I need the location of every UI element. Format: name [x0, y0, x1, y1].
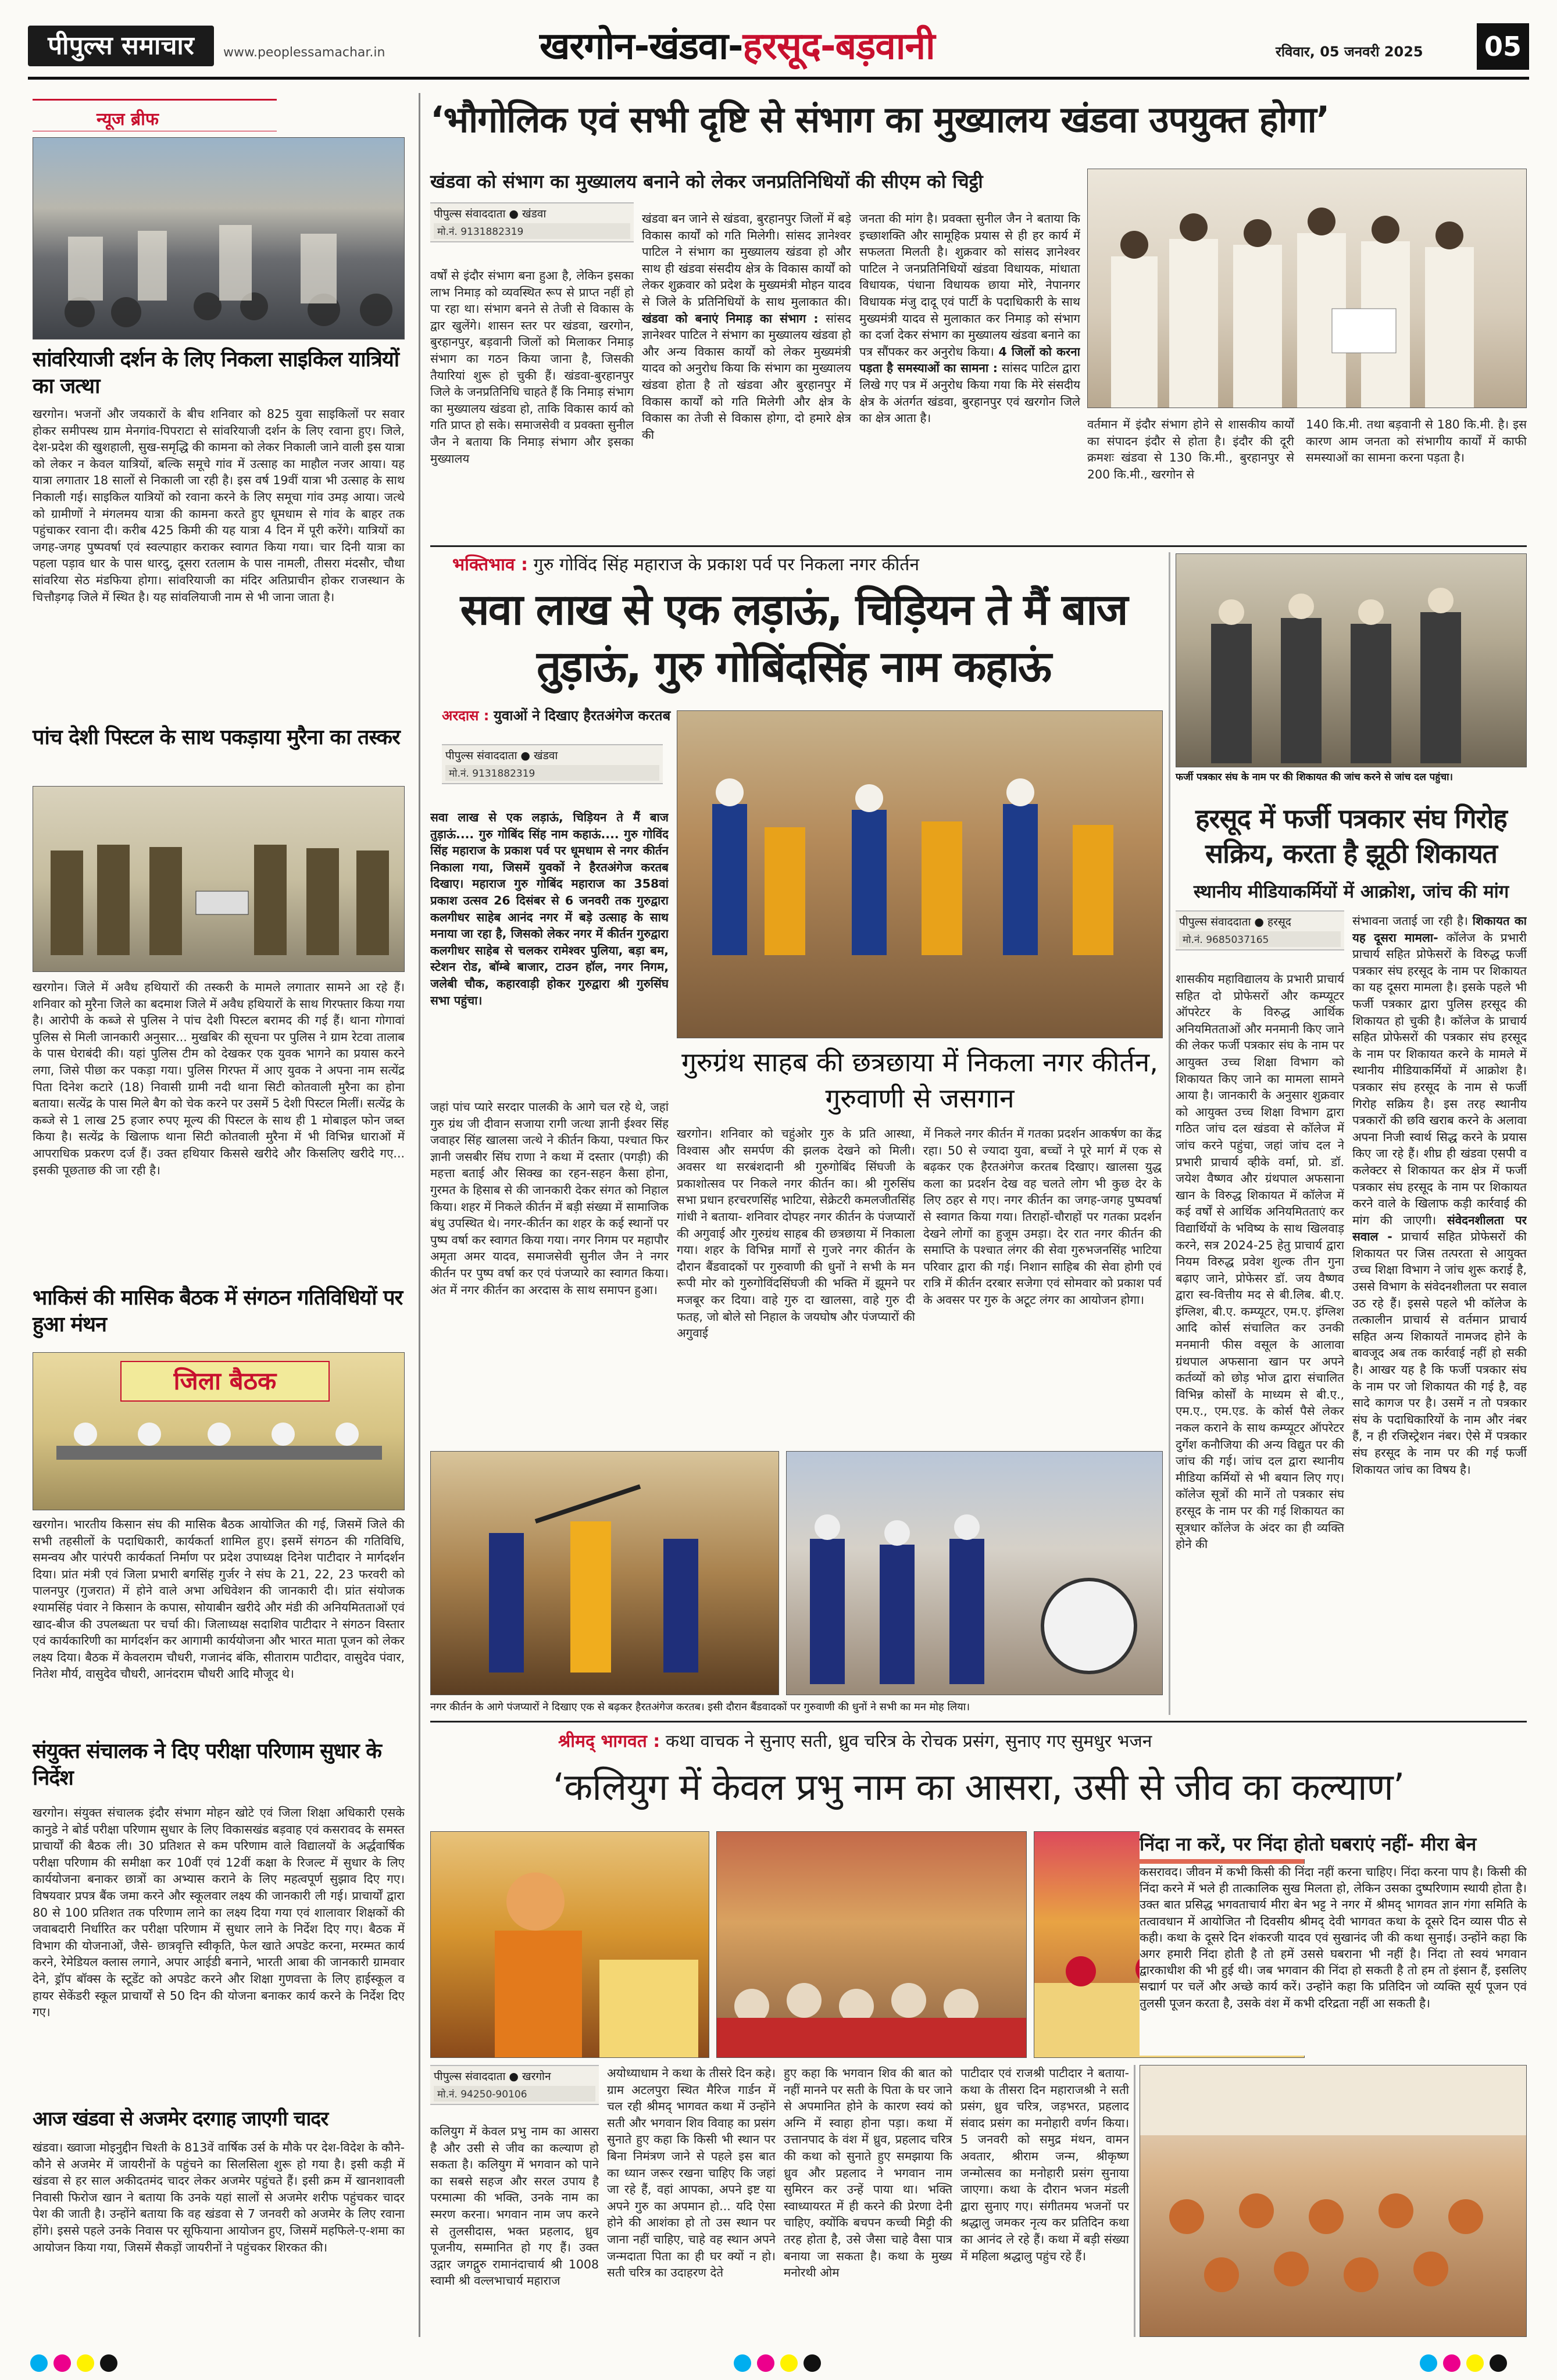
bhagwat-col1: कलियुग में केवल प्रभु नाम का आसरा है और उसी से जीव का कल्याण हो सकता है। कलियुग में भगवान को पाने का सबसे सहज और सरल उपाय है परमात्मा की भक्ति, उनके नाम का स्मरण करना। भगवान नाम जप करने से तुलसीदास, भक्त प्रहलाद, ध्रुव पूजनीय, सम्मानित हो गए हैं। उक्त उद्गार जगद्गुरु रामानंदाचार्य श्री 1008 स्वामी श्री वल्लभाचार्य महाराज: [430, 2124, 599, 2288]
meeting-banner-text: जिला बैठक: [173, 1367, 277, 1395]
delegation-illustration: [1088, 169, 1527, 408]
bhagwat-byline-place: खरगोन: [522, 2070, 551, 2083]
kirtan-kicker-label: भक्तिभाव :: [452, 555, 528, 575]
cm-meeting-photo: [1087, 169, 1527, 408]
lead-col3-subhead: 4 जिलों को करना पड़ता है समस्याओं का सामना :: [859, 344, 1080, 376]
color-dots-center-icon: [733, 2353, 872, 2373]
lead-mobile: मो.नं. 9131882319: [434, 223, 630, 239]
lead-byline: पीपुल्स संवाददाता ● खंडवा मो.नं. 9131882319: [430, 202, 634, 242]
katha-photo-1: [430, 1831, 709, 2058]
issue-date: रविवार, 05 जनवरी 2025: [1276, 44, 1423, 60]
bhagwat-col2: अयोध्याधाम ने कथा के तीसरे दिन कहे। ग्राम अटलपुरा स्थित मैरिज गार्डन में चल रही श्रीमद् भागवत कथा में उन्होंने सती और भगवान शिव विवाह का प्रसंग सुनाते हुए कहा कि किसी भी स्थान पर बिना निमंत्रण जाने से पहले इस बात का ध्यान जरूर रखना चाहिए कि जहां जा रहे हैं, वहां आपका, अपने इष्ट या अपने गुरु का अपमान हो... यदि ऐसा होने की आशंका हो तो उस स्थान पर जाना नहीं चाहिए, चाहे वह स्थान अपने जन्मदाता पिता का ही घर क्यों न हो। सती चरित्र का उदाहरण देते: [607, 2066, 776, 2280]
police-group-illustration: [33, 787, 405, 972]
bhagwat-col4: पाटीदार एवं राजश्री पाटीदार ने बताया- कथा के तीसरा दिन महाराजश्री ने सती प्रसंग, ध्रुव चरित्र, जड़भरत, प्रहलाद संवाद प्रसंग का मनोहारी वर्णन किया। 5 जनवरी को समुद्र मंथन, वामन अवतार, श्रीराम जन्म, श्रीकृष्ण जन्मोत्सव का मनोहारी प्रसंग सुनाया जाएगा। कथा के दौरान भजन मंडली द्वारा सुनाए गए। संगीतमय भजनों पर श्रद्धालु जमकर नृत्य कर प्रतिदिन कथा का आनंद ले रहे हैं। कथा में बड़ी संख्या में महिला श्रद्धालु पहुंच रहे हैं।: [960, 2066, 1129, 2263]
kirtan-col3: में निकले नगर कीर्तन में गतका प्रदर्शन आकर्षण का केंद्र रहा। 50 से ज्यादा युवा, बच्चों ने पूरे मार्ग में एक से बढ़कर एक हैरतअंगेज करतब दिखाए। खालसा युद्ध कला का प्रदर्शन देख वह चलते लोग भी कुछ देर के लिए ठहर से गए। नगर कीर्तन का जगह-जगह पुष्पवर्षा से स्वागत किया गया। तिराहों-चौराहों पर गतका प्रदर्शन देखने लोगों का हुजूम उमड़ा। देर रात नगर कीर्तन की समाप्ति के पश्चात लंगर की सेवा गुरुभजनसिंह भाटिया परिवार द्वारा की गई। निशान साहिब की सेवा होगी एवं रात्रि में कीर्तन दरबार सजेगा एवं सोमवार को प्रकाश पर्व के अवसर पर गुरु के अटूट लंगर का आयोजन होगा।: [923, 1127, 1162, 1307]
kirtan-byline-text: पीपुल्स संवाददाता: [445, 749, 517, 762]
brand-name: पीपुल्स समाचार: [48, 31, 194, 60]
registration-marks-center: [733, 2353, 872, 2373]
harsud-col2a: संभावना जताई जा रही है।: [1352, 914, 1468, 928]
lead-bottom-rule: [430, 545, 1527, 547]
kirtan-right-divider: [1169, 552, 1170, 1715]
lead-subhead: खंडवा को संभाग का मुख्यालय बनाने को लेकर जनप्रतिनिधियों की सीएम को चिट्ठी: [430, 170, 983, 192]
cycle-rally-photo: [33, 137, 405, 340]
harsud-col2b: कॉलेज के प्रभारी प्राचार्य सहित प्रोफेसरों के विरुद्ध फर्जी पत्रकार संघ हरसूद के नाम पर शिकायत का यह दूसरा मामला है। इसके पहले भी फर्जी पत्रकार द्वारा पुलिस हरसूद की शिकायत हो चुकी है। कॉलेज के प्राचार्य सहित प्रोफेसरों की पत्रकार संघ हरसूद के नाम पर शिकायत करने के मामले में स्थानीय मीडियाकर्मियों में आक्रोश है। पत्रकार संघ हरसूद के नाम से फर्जी गिरोह सक्रिय है। इस तरह स्थानीय पत्रकारों की छवि खराब करने के अलावा अपना निजी स्वार्थ सिद्ध करने के प्रयास किए जा रहे हैं। शीघ्र ही खंडवा एसपी व कलेक्टर से शिकायत कर क्षेत्र में फर्जी पत्रकार संघ हरसूद के नाम पर शिकायत करने वाले के खिलाफ कड़ी कार्रवाई की मांग की जाएगी।: [1352, 930, 1527, 1227]
bhagwat-top-rule: [430, 1721, 1527, 1723]
masthead-rule: [28, 77, 1529, 80]
bhagwat-byline-text: पीपुल्स संवाददाता: [434, 2070, 506, 2083]
kirtan-byline: पीपुल्स संवाददाता ● खंडवा मो.नं. 9131882319: [442, 744, 663, 784]
lead-col2b: सांसद ज्ञानेश्वर पाटिल ने संभाग का मुख्यालय खंडवा हो और अन्य विकास कार्यों को लेकर मुख्यमंत्री यादव को अनुरोध किया कि संभाग का मुख्यालय खंडवा होता है तो खंडवा और बुरहानपुर में विकास कार्यों को गति मिलेगी और क्षेत्र के विकास का तेजी से विकास होगा, दो हमारे क्षेत्र की: [642, 311, 851, 442]
kirtan-col1b: जहां पांच प्यारे सरदार पालकी के आगे चल रहे थे, जहां गुरु ग्रंथ जी दीवान सजाया रागी जत्था ज्ञानी ईश्वर सिंह जवाहर सिंह खालसा जत्थे ने कीर्तन किया, पश्चात फिर ज्ञानी जसबीर सिंघ राणा ने कथा में दस्तार (पगड़ी) की महत्ता बताई और सिक्ख का रहन-सहन कैसा होना, गुरमत के हिसाब से की जानकारी देकर संगत को निहाल किया। शहर में निकले कीर्तन में बड़ी संख्या में सामाजिक बंधु उपस्थित थे। नगर-कीर्तन का शहर के कई स्थानों पर पुष्प वर्षा कर स्वागत किया गया। नगर निगम पर महापौर अमृता अमर यादव, समाजसेवी सुनील जैन ने नगर कीर्तन पर पुष्प वर्षा कर एवं पंजप्यारे का स्वागत किया। अंत में नगर कीर्तन का अरदास के साथ समापन हुआ।: [430, 1100, 669, 1297]
s2-body: खरगोन। जिले में अवैध हथियारों की तस्करी के मामले लगातार सामने आ रहे हैं। शनिवार को मुरैना जिले का बदमाश जिले में अवैध हथियारों के साथ गिरफ्तार किया गया है। आरोपी के कब्जे से पुलिस ने पांच देशी पिस्टल बरामद की गई हैं। थाना गोगावां पुलिस से मिली जानकारी अनुसार... मुखबिर की सूचना पर पुलिस ने ग्राम रेटवा तालाब के पास घेराबंदी की। यहां पुलिस टीम को देखकर एक युवक भागने का प्रयास करने लगा, जिसे पीछा कर पकड़ा गया। पुलिस गिरफ्त में आए युवक ने अपना नाम सत्येंद्र पिता दिनेश कटारे (18) निवासी ग्रामी नदी थाना सिटी कोतवाली मुरैना का होना बताया। सत्येंद्र के पास मिले बैग को चेक करने पर उसमें 5 देशी पिस्टल मिलीं। सत्येंद्र के कब्जे से 1 लाख 25 हजार रुपए मूल्य की पिस्टल के साथ ही 1 मोबाइल फोन जब्त किया है। सत्येंद्र के खिलाफ थाना सिटी कोतवाली मुरैना में भी विभिन्न धाराओं में आपराधिक प्रकरण दर्ज हैं। उक्त हथियार किससे खरीदे और किसलिए खरीदे गए... इसकी पूछताछ की जा रही है।: [33, 980, 405, 1177]
lead-byline-place: खंडवा: [522, 208, 547, 220]
kirtan-kicker-text: गुरु गोविंद सिंह महाराज के प्रकाश पर्व पर निकला नगर कीर्तन: [533, 555, 920, 575]
kirtan-byline-place: खंडवा: [534, 749, 558, 762]
katha-devotees-illustration: [717, 1832, 1027, 2058]
kirtan-procession-photo: [677, 710, 1163, 1038]
bhagwat-kicker-text: कथा वाचक ने सुनाए सती, ध्रुव चरित्र के रोचक प्रसंग, सुनाए गए सुमधुर भजन: [665, 1731, 1152, 1752]
kirtan-photo-caption: गुरुग्रंथ साहब की छत्रछाया में निकला नगर कीर्तन, गुरुवाणी से जसगान: [681, 1046, 1158, 1114]
harsud-byline: पीपुल्स संवाददाता ● हरसूद मो.नं. 9685037165: [1176, 910, 1344, 950]
arrest-photo: [33, 786, 405, 972]
lead-col2-subhead: खंडवा को बनाएं निमाड़ का संभाग :: [642, 311, 819, 326]
harsud-byline-text: पीपुल्स संवाददाता: [1179, 916, 1251, 928]
lead-col5: 140 कि.मी. तथा बड़वानी से 180 कि.मी. है। इस कारण आम जनता को संभागीय कार्यों में काफी समस्याओं का सामना करना पड़ता है।: [1306, 417, 1527, 465]
harsud-byline-place: हरसूद: [1267, 916, 1291, 928]
kirtan-ardas-text: युवाओं ने दिखाए हैरतअंगेज करतब: [493, 707, 671, 724]
meera-audience-illustration: [1140, 2065, 1527, 2337]
lead-col3-wrap: [859, 210, 1080, 541]
s3-body: खरगोन। भारतीय किसान संघ की मासिक बैठक आयोजित की गई, जिसमें जिले की सभी तहसीलों के पदाधिकारी, कार्यकर्ता शामिल हुए। इसमें संगठन की गतिविधि, समन्वय और पारंपरी कार्यकर्ता निर्माण पर प्रदेश उपाध्यक्ष दिनेश पाटीदार ने मार्गदर्शन दिया। प्रांत मंत्री एवं जिला प्रभारी बगसिंह गुर्जर ने संघ के 21, 22, 23 फरवरी को पालनपुर (गुजरात) में होने वाले अभा अधिवेशन की जानकारी दी। प्रांत संयोजक श्यामसिंह पंवार ने किसान के कपास, सोयाबीन खरीदे और मंडी की अनियमितताओं एवं खाद-बीज की उपलब्धता पर चर्चा की। जिलाध्यक्ष सदाशिव पाटीदार ने संगठन विस्तार एवं कार्यकारिणी का मार्गदर्शन कर आगामी कार्ययोजना और भारत माता पूजन को लेकर लक्ष्य दिया। बैठक में केवलराम चौधरी, गजानंद बंकि, सीताराम पाटीदार, वासुदेव पंवार, नितेश मौर्य, वासुदेव चौधरी, आनंदराम चौधरी आदि मौजूद थे।: [33, 1517, 405, 1681]
kirtan-bottom-caption: नगर कीर्तन के आगे पंजप्यारों ने दिखाए एक से बढ़कर हैरतअंगेज करतब। इसी दौरान बैंडवादकों पर गुरुवाणी की धुनों ने सभी का मन मोह लिया।: [430, 1701, 970, 1713]
bhagwat-kicker: [558, 1729, 1512, 1754]
meera-body: कसरावद। जीवन में कभी किसी की निंदा नहीं करना चाहिए। निंदा करना पाप है। किसी की निंदा करने में भले ही तात्कालिक सुख मिलता हो, लेकिन उसका दुष्परिणाम स्थायी होता है। उक्त बात प्रसिद्ध भगवताचार्य मीरा बेन भट्ट ने नगर में श्रीमद् भागवत ज्ञान गंगा समिति के तत्वावधान में आयोजित नौ दिवसीय श्रीमद् देवी भागवत कथा के दूसरे दिन व्यास पीठ से कही। कथा के दूसरे दिन शंकरजी यादव एवं सुखानंद जी की कथा सुनाई। उन्होंने कहा कि अगर हमारी निंदा होती है तो हमें उससे घबराना भी नहीं है। निंदा तो स्वयं भगवान द्वारकाधीश की भी हुई थी। जब भगवान की निंदा हो सकती है तो हम तो इंसान हैं, इसलिए सद्मार्ग पर चलें और अच्छे कार्य करें। उन्होंने कहा कि प्रतिदिन जो व्यक्ति सूर्य पूजन एवं तुलसी पूजन करता है, उसके वंश में कभी दरिद्रता नहीं आ सकती है।: [1140, 1864, 1527, 2056]
kirtan-mobile: मो.नं. 9131882319: [445, 765, 659, 781]
kirtan-col2: खरगोन। शनिवार को चहुंओर गुरु के प्रति आस्था, विश्वास और समर्पण की झलक देखने को मिली। अवसर था सरबंशदानी श्री गुरुगोबिंद सिंघजी के प्रकाशोत्सव पर निकले नगर कीर्तन का। श्री गुरुसिंघ सभा प्रधान हरचरणसिंह भाटिया, सेक्रेटरी कमलजीतसिंह गांधी ने बताया- शनिवार दोपहर नगर कीर्तन के पंजप्यारों की अगुवाई और गुरुग्रंथ साहब की छत्रछाया में निकाला गया। शहर के विभिन्न मार्गों से गुजरे नगर कीर्तन के दौरान बैंडवादकों पर गुरुवाणी की धुनों ने सभी के मन रूपी मोर को गुरुगोविंदसिंघजी की भक्ति में झूमने पर मजबूर कर दिया। वाहे गुरु दा खालसा, वाहे गुरु दी फतह, जो बोले सो निहाल के जयघोष और पंजप्यारों की अगुवाई: [677, 1127, 915, 1341]
investigation-illustration: [1176, 554, 1527, 767]
s3-headline: भाकिसं की मासिक बैठक में संगठन गतिविधियों पर हुआ मंथन: [33, 1286, 403, 1336]
bhagwat-headline: ‘कलियुग में केवल प्रभु नाम का आसरा, उसी से जीव का कल्याण’: [552, 1766, 1405, 1809]
katha-speaker-illustration: [431, 1832, 709, 2058]
section-title-part2: हरसूद-बड़वानी: [742, 25, 935, 68]
procession-illustration: [677, 711, 1163, 1038]
lead-col3b: सांसद पाटिल द्वारा लिखे गए पत्र में अनुरोध किया गया कि मेरे संसदीय क्षेत्र के अंतर्गत खंडवा, बुरहानपुर एवं खरगोन जिले का क्षेत्र आता है।: [859, 361, 1080, 426]
masthead: [28, 23, 1529, 73]
lead-col4: वर्तमान में इंदौर संभाग होने से शासकीय कार्यों का संपादन इंदौर से होता है। इंदौर की दूरी क्रमशः खंडवा से 130 कि.मी., बुरहानपुर से 200 कि.मी., खरगोन से: [1087, 417, 1294, 481]
band-photo: [786, 1451, 1163, 1695]
meeting-banner: [120, 1361, 330, 1402]
bhagwat-byline: पीपुल्स संवाददाता ● खरगोन मो.नं. 94250-90106: [430, 2065, 599, 2105]
gatka-photo: [430, 1451, 779, 1695]
registration-marks-left: [29, 2353, 169, 2373]
s5-body: खंडवा। ख्वाजा मोइनुद्दीन चिश्ती के 813वें वार्षिक उर्स के मौके पर देश-विदेश के कौने-कौने से अजमेर में जायरीनों के पहुंचने का सिलसिला शुरू हो गया है। इसी कड़ी में खंडवा से हर साल अकीदतमंद चादर लेकर अजमेर पहुंचते हैं। इसी क्रम में खानशावली निवासी फिरोज खान ने बताया कि उनके यहां सालों से अजमेर शरीफ पहुंचकर चादर पेश की जाती है। उन्होंने बताया कि वह खंडवा से 7 जनवरी को अजमेर के लिए रवाना होंगे। इससे पहले उनके निवास पर सूफियाना आयोजन हुए, जिसमें महफिले-ए-शमा का आयोजन किया गया, जिसमें सैकड़ों जायरीनों ने पहुंचकर शिरकत की।: [33, 2140, 405, 2254]
cycle-rally-illustration: [33, 138, 405, 340]
brand-logo[interactable]: [28, 26, 214, 66]
s4-headline: संयुक्त संचालक ने दिए परीक्षा परिणाम सुधार के निर्देश: [33, 1739, 381, 1790]
site-url[interactable]: www.peoplessamachar.in: [223, 45, 385, 60]
bhagwat-mobile: मो.नं. 94250-90106: [434, 2086, 595, 2102]
s5-headline: आज खंडवा से अजमेर दरगाह जाएगी चादर: [33, 2107, 328, 2131]
harsud-photo: [1176, 553, 1527, 767]
bhagwat-col3: हुए कहा कि भगवान शिव की बात को नहीं मानने पर सती के पिता के घर जाने से अपमानित होने के कारण स्वयं को अग्नि में स्वाहा होना पड़ा। कथा में उत्तानपाद के वंश में ध्रुव, प्रहलाद चरित्र की कथा को सुनाते हुए समझाया कि ध्रुव और प्रहलाद ने भगवान नाम सुमिरन कर उन्हें पाया था। भक्ति स्वाध्यायरत में ही करने की प्रेरणा देनी चाहिए, क्योंकि बचपन कच्ची मिट्टी की तरह होता है, उसे जैसा चाहे वैसा पात्र बनाया जा सकता है। कथा के मुख्य मनोरथी ओम: [784, 2066, 952, 2280]
farmers-meeting-photo: [33, 1352, 405, 1510]
harsud-col2c: प्राचार्य सहित प्रोफेसरों की शिकायत पर जिस तत्परता से आयुक्त उच्च शिक्षा विभाग ने जांच शुरू कराई है, उससे विभाग के संवेदनशीलता पर सवाल उठ रहे हैं। इससे पहले भी कॉलेज के तत्कालीन प्राचार्य से वर्तमान प्राचार्य सहित अन्य शिकायतें नामजद होने के बावजूद अब तक कार्रवाई नहीं हो सकी है। आखर यह है कि फर्जी पत्रकार संघ के नाम पर जो शिकायत की गई है, वह सादे कागज पर है। उसमें न तो पत्रकार संघ के पदाधिकारियों के नाम और नंबर हैं, न ही रजिस्ट्रेशन नंबर। ऐसे में पत्रकार संघ हरसूद के नाम पर की गई फर्जी शिकायत जांच का विषय है।: [1352, 1230, 1527, 1477]
registration-marks-right: [1419, 2353, 1529, 2373]
bhagwat-side-divider: [1134, 2065, 1135, 2337]
band-illustration: [787, 1452, 1163, 1695]
katha-photo-2: [716, 1831, 1027, 2058]
kirtan-ardas-label: अरदास :: [442, 707, 490, 724]
lead-headline: ‘भौगोलिक एवं सभी दृष्टि से संभाग का मुख्यालय खंडवा उपयुक्त होगा’: [430, 98, 1330, 141]
lead-byline-text: पीपुल्स संवाददाता: [434, 208, 506, 220]
s1-body: खरगोन। भजनों और जयकारों के बीच शनिवार को 825 युवा साइकिलों पर सवार होकर समीपस्थ ग्राम मेनगांव-पिपराटा से सांवरियाजी दर्शन के लिए रवाना हुए। जिले, देश-प्रदेश की खुशहाली, सुख-समृद्धि की कामना को लेकर निकाली जाने वाली इस यात्रा को लेकर न केवल यात्रियों, बल्कि समूचे गांव में उत्साह का माहौल नजर आया। यह यात्रा लगातार 18 सालों से निकाली जा रही है। इस वर्ष 19वीं यात्रा भी उत्साह के साथ निकाली गई। साइकिल यात्रियों को रवाना करने के लिए समूचा गांव उमड़ आया। जत्थे को ग्रामीणों ने मंगलमय यात्रा की कामना करते हुए धूमधाम से गांव के बाहर तक पहुंचाकर रवाना दी। करीब 425 किमी की यह यात्रा 4 दिन में पूरी करेंगे। यात्रियों का जगह-जगह पुष्पवर्षा एवं स्वल्पाहार कराकर स्वागत किया गया। चार दिनी यात्रा का पहला पड़ाव धार के पास धारदु, दूसरा रतलाम के पास नामली, तीसरा मंदसौर, चौथा सांवरिया सेठ मंडफिया होगा। सांवरियाजी का मंदिर अतिप्राचीन होकर राजस्थान के चित्तौड़गढ़ जिले में स्थित है। यह सांवलियाजी नाम से भी जाना जाता है।: [33, 407, 405, 604]
section-title: [540, 23, 935, 70]
lead-col3: जनता की मांग है। प्रवक्ता सुनील जैन ने बताया कि इच्छाशक्ति और सामूहिक प्रयास से ही हर कार्य में सफलता मिलती है। शुक्रवार को सांसद ज्ञानेश्वर पाटिल ने जनप्रतिनिधियों खंडवा विधायक, मांधाता विधायक, पंधाना विधायक छाया मोरे, नेपानगर विधायक मंजु दादू एवं पार्टी के पदाधिकारी के साथ मुख्यमंत्री यादव से मुलाकात कर निमाड़ को संभाग का दर्जा देकर संभाग का मुख्यालय खंडवा बनाने का पत्र सौंपकर कर अनुरोध किया।: [859, 212, 1080, 359]
harsud-col2-subhead1: शिकायत का यह दूसरा मामला-: [1352, 914, 1527, 945]
kirtan-ardas: [442, 707, 686, 724]
kirtan-intro: सवा लाख से एक लड़ाऊं, चिड़ियन ते मैं बाज तुड़ाऊं.... गुरु गोबिंद सिंह नाम कहाऊं.... गुरु गोविंद सिंह महाराज के प्रकाश पर्व पर धूमधाम से नगर कीर्तन निकाला गया, जिसमें युवकों ने हैरतअंगेज करतब दिखाए। महाराज गुरु गोबिंद महाराज का 358वां प्रकाश उत्सव 26 दिसंबर से 6 जनवरी तक गुरुद्वारा कलगीधर साहेब आनंद नगर में बड़े उत्साह के साथ मनाया जा रहा है, जिसको लेकर नगर में कीर्तन गुरुद्वारा कलगीधर साहेब से चलकर रामेश्वर पुलिया, बड़ा बम, स्टेशन रोड, बॉम्बे बाजार, टाउन हॉल, नगर निगम, जलेबी चौक, कहारवाड़ी होकर गुरुद्वारा श्री गुरुसिंघ सभा पहुंचा।: [430, 810, 669, 1007]
harsud-col2-wrap: [1352, 913, 1527, 1710]
gatka-illustration: [431, 1452, 779, 1695]
color-dots-right-icon: [1419, 2353, 1529, 2373]
s4-body: खरगोन। संयुक्त संचालक इंदौर संभाग मोहन खोटे एवं जिला शिक्षा अधिकारी एसके कानुडे ने बोर्ड परीक्षा परिणाम सुधार के लिए विकासखंड बड़वाह एवं कसरावद के समस्त प्राचार्यों की बैठक ली। 30 प्रतिशत से कम परिणाम वाले विद्यालयों के अर्द्धवार्षिक परीक्षा परिणाम की समीक्षा कर 10वीं एवं 12वीं कक्षा के रिजल्ट में सुधार के लिए कार्ययोजना बनाकर छात्रों का अभ्यास कराने के लिए महत्वपूर्ण सुझाव दिए गए। विषयवार प्रपत्र बैंक जमा करने और स्कूलवार लक्ष्य की जानकारी ली गई। प्राचार्यों द्वारा 80 से 100 प्रतिशत तक परिणाम लाने का लक्ष्य दिया गया एवं शालावार शिक्षकों की जवाबदारी निर्धारित कर परीक्षा परिणाम में सुधार लाने के निर्देश दिए गए। बैठक में विभाग की योजनाओं, जैसे- छात्रवृत्ति स्वीकृति, फेल खाते अपडेट करना, मरम्मत कार्य करने, रेमेडियल क्लास लगाने, अपार आईडी बनाने, भारती आबा की जानकारी ग्रामवार देने, ड्रॉप बॉक्स के स्टूडेंट को अपडेट करने और शिक्षा गुणवत्ता के लिए हाईस्कूल व हायर सेकेंडरी स्कूल प्राचार्यों से 50 दिन की योजना बनाकर कार्य करने के निर्देश दिए गए।: [33, 1806, 405, 2020]
color-dots-icon: [29, 2353, 169, 2373]
s1-headline: सांवरियाजी दर्शन के लिए निकला साइकिल यात्रियों का जत्था: [33, 348, 399, 398]
kirtan-headline: सवा लाख से एक लड़ाऊं, चिड़ियन ते मैं बाज तुड़ाऊं, गुरु गोबिंदसिंह नाम कहाऊं: [460, 585, 1127, 692]
section-title-part1: खरगोन-खंडवा-: [540, 25, 743, 68]
bhagwat-kicker-label: श्रीमद् भागवत :: [558, 1731, 660, 1752]
s2-headline: पांच देशी पिस्टल के साथ पकड़ाया मुरैना का तस्कर: [33, 726, 400, 749]
lead-col1: वर्षों से इंदौर संभाग बना हुआ है, लेकिन इसका लाभ निमाड़ को व्यवस्थित रूप से प्राप्त नहीं हो पा रहा था। संभाग बनने से तेजी से विकास के द्वार खुलेंगे। शासन स्तर पर खंडवा, खरगोन, बुरहानपुर, बड़वानी जिलों को मिलाकर निमाड़ संभाग का गठन किया जाना है, जिसकी तैयारियां शुरू हो चुकी हैं। खंडवा-बुरहानपुर जिले के जनप्रतिनिधि चाहते हैं कि निमाड़ संभाग का मुख्यालय खंडवा हो, ताकि विकास कार्य को गति प्राप्त हो सके। समाजसेवी व प्रवक्ता सुनील जैन ने बताया कि निमाड़ संभाग और इसका मुख्यालय: [430, 269, 634, 466]
sidebar-divider: [419, 93, 420, 2337]
harsud-col1: शासकीय महाविद्यालय के प्रभारी प्राचार्य सहित दो प्रोफेसरों और कम्प्यूटर ऑपरेटर के विरुद्ध आर्थिक अनियमितताओं और मनमानी किए जाने की लेकर फर्जी पत्रकार संघ के नाम पर आयुक्त उच्च शिक्षा विभाग को शिकायत किए जाने का मामला सामने आया है। जानकारी के अनुसार शुक्रवार को आयुक्त उच्च शिक्षा विभाग द्वारा गठित जांच दल खंडवा से कॉलेज में जांच करने पहुंचा, जहां जांच दल ने प्रभारी प्राचार्य व्हीके वर्मा, प्रो. डॉ. जयेश वैष्णव और ग्रंथपाल अफसाना खान के विरुद्ध शिकायत में कॉलेज में कई वर्षों से आर्थिक अनियमितताएं कर विद्यार्थियों के भविष्य के साथ खिलवाड़ करने, सत्र 2024-25 हेतु प्राचार्य द्वारा नियम विरुद्ध प्रवेश शुल्क तीन गुना बढ़ाए जाने, प्रोफेसर डॉ. जय वैष्णव द्वारा स्व-वित्तीय मद से बी.लिब. बी.ए. इंग्लिश, बी.ए. कम्प्यूटर, एम.ए. इंग्लिश आदि कोर्स संचालित कर उनकी मनमानी फीस वसूल के आलावा ग्रंथपाल अफसाना खान पर अपने कर्तव्यों को छोड़ भोज द्वारा संचालित विभिन्न कोर्सों के माध्यम से बी.ए., एम.ए., एम.एड. के कोर्स पैसे लेकर नकल कराने के साथ कम्प्यूटर ऑपरेटर दुर्गेश कनौजिया की अन्य विद्युत पर की जांच की गई। जांच दल द्वारा स्थानीय मीडिया कर्मियों से भी बयान लिए गए। कॉलेज सूत्रों की मानें तो पत्रकार संघ हरसूद के नाम पर की गई शिकायत का सूत्रधार कॉलेज के अंदर का ही व्यक्ति होने की: [1176, 972, 1344, 1552]
harsud-subhead: स्थानीय मीडियाकर्मियों में आक्रोश, जांच की मांग: [1193, 881, 1509, 902]
news-brief-text: न्यूज ब्रीफ: [97, 109, 159, 130]
news-brief-label: [33, 99, 277, 131]
lead-col2: खंडवा बन जाने से खंडवा, बुरहानपुर जिलों में बड़े विकास कार्यों को गति मिलेगी। सांसद ज्ञानेश्वर पाटिल ने संभाग का मुख्यालय खंडवा हो और साथ ही खंडवा संसदीय क्षेत्र के विकास कार्यों को लेकर शुक्रवार को प्रदेश के मुख्यमंत्री मोहन यादव से जिले के प्रतिनिधियों के साथ मुलाकात की।: [642, 212, 851, 309]
kirtan-kicker: [452, 552, 1150, 578]
meera-katha-photo: [1140, 2065, 1527, 2337]
lead-col2-wrap: [642, 210, 851, 541]
page-number: 05: [1477, 23, 1529, 70]
meera-headline: निंदा ना करें, पर निंदा होतो घबराएं नहीं- मीरा बेन: [1140, 1831, 1527, 1859]
harsud-mobile: मो.नं. 9685037165: [1179, 931, 1341, 947]
harsud-headline: हरसूद में फर्जी पत्रकार संघ गिरोह सक्रिय, करता है झूठी शिकायत: [1195, 803, 1507, 869]
harsud-photo-caption: फर्जी पत्रकार संघ के नाम पर की शिकायत की जांच करने से जांच दल पहुंचा।: [1176, 771, 1453, 783]
harsud-col2-subhead2: संवेदनशीलता पर सवाल -: [1352, 1213, 1527, 1244]
